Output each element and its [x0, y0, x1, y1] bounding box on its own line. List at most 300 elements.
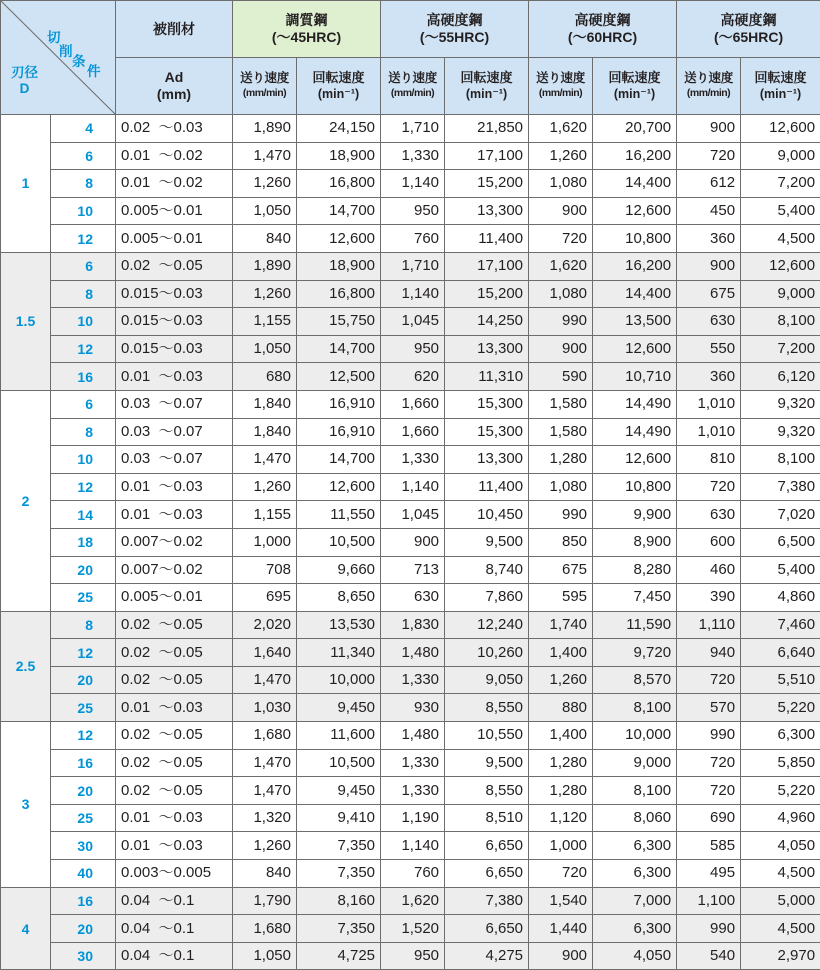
rot-value-cell: 10,000	[297, 666, 381, 694]
flute-length-cell: 30	[51, 832, 116, 860]
feed-value-cell: 1,080	[529, 473, 593, 501]
feed-value-cell: 900	[529, 335, 593, 363]
rot-value-cell: 12,600	[741, 252, 820, 280]
feed-value-cell: 1,120	[529, 804, 593, 832]
rot-value-cell: 9,000	[741, 280, 820, 308]
rot-value-cell: 7,200	[741, 170, 820, 198]
feed-value-cell: 1,840	[233, 390, 297, 418]
feed-header	[381, 58, 445, 115]
rot-unit: (min⁻¹)	[445, 86, 528, 102]
corner-label-char: 切	[47, 29, 61, 46]
rot-value-cell: 9,900	[593, 501, 677, 529]
ad-cell: 0.02 ～0.05	[116, 611, 233, 639]
rot-value-cell: 16,200	[593, 252, 677, 280]
feed-value-cell: 1,330	[381, 749, 445, 777]
table-row	[1, 170, 820, 198]
flute-length-cell: 12	[51, 335, 116, 363]
rot-value-cell: 14,700	[297, 446, 381, 474]
flute-length-cell: 20	[51, 915, 116, 943]
material-hardness: (～55HRC)	[381, 29, 528, 46]
feed-value-cell: 600	[677, 528, 741, 556]
rot-value-cell: 8,550	[445, 694, 529, 722]
rot-value-cell: 11,400	[445, 473, 529, 501]
rot-value-cell: 9,450	[297, 694, 381, 722]
table-row	[1, 942, 820, 970]
ad-cell: 0.015～0.03	[116, 308, 233, 336]
feed-value-cell: 990	[529, 308, 593, 336]
ad-label: Ad	[116, 69, 232, 86]
feed-value-cell: 590	[529, 363, 593, 391]
rot-value-cell: 5,400	[741, 556, 820, 584]
rot-unit: (min⁻¹)	[741, 86, 820, 102]
rot-value-cell: 4,050	[593, 942, 677, 970]
rot-value-cell: 8,060	[593, 804, 677, 832]
feed-value-cell: 720	[677, 666, 741, 694]
rot-value-cell: 9,450	[297, 777, 381, 805]
rot-value-cell: 10,450	[445, 501, 529, 529]
rot-value-cell: 7,380	[445, 887, 529, 915]
feed-value-cell: 900	[677, 115, 741, 143]
rot-value-cell: 7,860	[445, 584, 529, 612]
ad-cell: 0.01 ～0.02	[116, 170, 233, 198]
ad-cell: 0.04 ～0.1	[116, 942, 233, 970]
ad-cell: 0.01 ～0.03	[116, 804, 233, 832]
rot-value-cell: 12,600	[297, 225, 381, 253]
material-hardness: (～65HRC)	[677, 29, 820, 46]
flute-length-cell: 20	[51, 556, 116, 584]
feed-value-cell: 695	[233, 584, 297, 612]
feed-value-cell: 1,640	[233, 639, 297, 667]
feed-header	[233, 58, 297, 115]
table-row	[1, 804, 820, 832]
rot-value-cell: 13,300	[445, 197, 529, 225]
ad-cell: 0.005～0.01	[116, 197, 233, 225]
rot-value-cell: 8,100	[593, 694, 677, 722]
rot-value-cell: 24,150	[297, 115, 381, 143]
rot-value-cell: 9,000	[741, 142, 820, 170]
rot-label: 回転速度	[741, 70, 820, 86]
rot-value-cell: 14,490	[593, 390, 677, 418]
feed-value-cell: 675	[529, 556, 593, 584]
feed-value-cell: 720	[677, 142, 741, 170]
feed-value-cell: 1,280	[529, 777, 593, 805]
flute-length-cell: 8	[51, 170, 116, 198]
rot-value-cell: 11,600	[297, 722, 381, 750]
rot-value-cell: 11,400	[445, 225, 529, 253]
ad-cell: 0.02 ～0.03	[116, 115, 233, 143]
ad-cell: 0.03 ～0.07	[116, 446, 233, 474]
rot-value-cell: 20,700	[593, 115, 677, 143]
rot-value-cell: 4,500	[741, 860, 820, 888]
rot-value-cell: 10,500	[297, 528, 381, 556]
rot-value-cell: 4,275	[445, 942, 529, 970]
rot-value-cell: 9,660	[297, 556, 381, 584]
rot-value-cell: 10,800	[593, 225, 677, 253]
feed-value-cell: 990	[677, 722, 741, 750]
feed-value-cell: 850	[529, 528, 593, 556]
flute-length-cell: 40	[51, 860, 116, 888]
material-hardness: (～60HRC)	[529, 29, 676, 46]
rot-label: 回転速度	[445, 70, 528, 86]
rot-value-cell: 5,220	[741, 694, 820, 722]
ad-cell: 0.02 ～0.05	[116, 666, 233, 694]
feed-value-cell: 1,140	[381, 280, 445, 308]
rot-value-cell: 14,400	[593, 170, 677, 198]
rot-value-cell: 8,740	[445, 556, 529, 584]
rot-value-cell: 13,300	[445, 446, 529, 474]
flute-length-cell: 30	[51, 942, 116, 970]
flute-length-cell: 14	[51, 501, 116, 529]
rot-value-cell: 4,050	[741, 832, 820, 860]
rot-header	[741, 58, 820, 115]
feed-value-cell: 1,580	[529, 390, 593, 418]
rot-value-cell: 18,900	[297, 142, 381, 170]
table-row	[1, 584, 820, 612]
diameter-cell: 2	[1, 390, 51, 611]
rot-value-cell: 12,600	[593, 197, 677, 225]
feed-value-cell: 930	[381, 694, 445, 722]
feed-value-cell: 1,580	[529, 418, 593, 446]
ad-cell: 0.015～0.03	[116, 280, 233, 308]
rot-value-cell: 6,640	[741, 639, 820, 667]
rot-value-cell: 7,000	[593, 887, 677, 915]
rot-value-cell: 7,020	[741, 501, 820, 529]
rot-value-cell: 7,460	[741, 611, 820, 639]
ad-cell: 0.03 ～0.07	[116, 390, 233, 418]
rot-value-cell: 11,310	[445, 363, 529, 391]
rot-value-cell: 15,300	[445, 390, 529, 418]
feed-value-cell: 950	[381, 942, 445, 970]
rot-value-cell: 5,400	[741, 197, 820, 225]
material-hardness: (～45HRC)	[233, 29, 380, 46]
flute-length-cell: 12	[51, 473, 116, 501]
table-row	[1, 694, 820, 722]
flute-length-cell: 25	[51, 584, 116, 612]
rot-value-cell: 15,300	[445, 418, 529, 446]
ad-cell: 0.01 ～0.03	[116, 473, 233, 501]
corner-label-char: 条	[72, 53, 86, 70]
feed-value-cell: 1,840	[233, 418, 297, 446]
diameter-label-symbol: D	[11, 81, 38, 97]
rot-value-cell: 16,800	[297, 280, 381, 308]
rot-value-cell: 6,650	[445, 860, 529, 888]
table-row	[1, 446, 820, 474]
feed-value-cell: 1,260	[233, 473, 297, 501]
flute-length-cell: 18	[51, 528, 116, 556]
feed-value-cell: 630	[381, 584, 445, 612]
rot-value-cell: 10,500	[297, 749, 381, 777]
ad-cell: 0.02 ～0.05	[116, 722, 233, 750]
table-row	[1, 390, 820, 418]
feed-value-cell: 1,480	[381, 639, 445, 667]
feed-value-cell: 1,045	[381, 501, 445, 529]
feed-value-cell: 720	[677, 473, 741, 501]
rot-unit: (min⁻¹)	[593, 86, 676, 102]
rot-value-cell: 12,240	[445, 611, 529, 639]
feed-value-cell: 840	[233, 860, 297, 888]
ad-cell: 0.01 ～0.03	[116, 832, 233, 860]
material-label: 被削材	[116, 1, 233, 58]
feed-value-cell: 1,280	[529, 749, 593, 777]
rot-value-cell: 13,530	[297, 611, 381, 639]
ad-cell: 0.01 ～0.03	[116, 694, 233, 722]
feed-label: 送り速度	[677, 71, 740, 86]
feed-value-cell: 680	[233, 363, 297, 391]
rot-value-cell: 5,220	[741, 777, 820, 805]
rot-value-cell: 16,910	[297, 390, 381, 418]
rot-value-cell: 7,200	[741, 335, 820, 363]
feed-value-cell: 1,030	[233, 694, 297, 722]
rot-value-cell: 13,300	[445, 335, 529, 363]
table-row	[1, 528, 820, 556]
table-row	[1, 915, 820, 943]
material-name: 高硬度鋼	[381, 12, 528, 29]
rot-value-cell: 8,900	[593, 528, 677, 556]
rot-value-cell: 9,410	[297, 804, 381, 832]
feed-value-cell: 900	[381, 528, 445, 556]
rot-value-cell: 15,200	[445, 280, 529, 308]
rot-value-cell: 6,300	[593, 915, 677, 943]
feed-label: 送り速度	[381, 71, 444, 86]
ad-cell: 0.01 ～0.03	[116, 363, 233, 391]
rot-value-cell: 7,350	[297, 915, 381, 943]
feed-value-cell: 1,110	[677, 611, 741, 639]
feed-value-cell: 1,830	[381, 611, 445, 639]
flute-length-cell: 8	[51, 611, 116, 639]
ad-cell: 0.02 ～0.05	[116, 252, 233, 280]
rot-value-cell: 8,650	[297, 584, 381, 612]
feed-value-cell: 690	[677, 804, 741, 832]
feed-value-cell: 1,480	[381, 722, 445, 750]
feed-value-cell: 990	[677, 915, 741, 943]
rot-value-cell: 9,500	[445, 528, 529, 556]
diameter-cell: 1.5	[1, 252, 51, 390]
feed-value-cell: 550	[677, 335, 741, 363]
rot-value-cell: 11,550	[297, 501, 381, 529]
table-row	[1, 197, 820, 225]
table-row	[1, 777, 820, 805]
rot-value-cell: 8,100	[593, 777, 677, 805]
rot-value-cell: 10,260	[445, 639, 529, 667]
feed-value-cell: 612	[677, 170, 741, 198]
flute-length-cell: 10	[51, 446, 116, 474]
feed-value-cell: 1,260	[233, 170, 297, 198]
rot-value-cell: 9,320	[741, 390, 820, 418]
feed-header	[677, 58, 741, 115]
feed-value-cell: 720	[529, 860, 593, 888]
rot-value-cell: 8,570	[593, 666, 677, 694]
feed-value-cell: 990	[529, 501, 593, 529]
rot-value-cell: 12,600	[593, 446, 677, 474]
table-row	[1, 115, 820, 143]
feed-value-cell: 1,330	[381, 446, 445, 474]
feed-value-cell: 1,330	[381, 777, 445, 805]
table-row	[1, 501, 820, 529]
feed-value-cell: 1,470	[233, 666, 297, 694]
table-row	[1, 252, 820, 280]
ad-cell: 0.003～0.005	[116, 860, 233, 888]
table-row	[1, 749, 820, 777]
material-header-3	[677, 1, 820, 58]
rot-header	[297, 58, 381, 115]
ad-cell: 0.005～0.01	[116, 225, 233, 253]
feed-value-cell: 1,190	[381, 804, 445, 832]
feed-value-cell: 1,155	[233, 501, 297, 529]
rot-value-cell: 7,350	[297, 860, 381, 888]
ad-cell: 0.007～0.02	[116, 528, 233, 556]
rot-value-cell: 10,800	[593, 473, 677, 501]
material-name: 高硬度鋼	[677, 12, 820, 29]
rot-value-cell: 7,380	[741, 473, 820, 501]
feed-value-cell: 1,470	[233, 446, 297, 474]
feed-value-cell: 1,620	[381, 887, 445, 915]
table-row	[1, 363, 820, 391]
rot-value-cell: 12,600	[741, 115, 820, 143]
diameter-cell: 3	[1, 722, 51, 888]
rot-value-cell: 10,710	[593, 363, 677, 391]
flute-length-cell: 6	[51, 252, 116, 280]
rot-value-cell: 9,320	[741, 418, 820, 446]
feed-value-cell: 1,050	[233, 197, 297, 225]
feed-value-cell: 1,330	[381, 142, 445, 170]
feed-value-cell: 1,010	[677, 390, 741, 418]
feed-value-cell: 713	[381, 556, 445, 584]
feed-unit: (mm/min)	[381, 86, 444, 101]
feed-unit: (mm/min)	[677, 86, 740, 101]
feed-value-cell: 1,680	[233, 915, 297, 943]
rot-value-cell: 5,000	[741, 887, 820, 915]
material-name: 調質鋼	[233, 12, 380, 29]
corner-label-char: 件	[87, 63, 101, 80]
rot-value-cell: 9,050	[445, 666, 529, 694]
feed-value-cell: 540	[677, 942, 741, 970]
table-row	[1, 639, 820, 667]
flute-length-cell: 12	[51, 722, 116, 750]
feed-value-cell: 675	[677, 280, 741, 308]
feed-label: 送り速度	[233, 71, 296, 86]
rot-value-cell: 8,280	[593, 556, 677, 584]
rot-value-cell: 5,510	[741, 666, 820, 694]
feed-value-cell: 450	[677, 197, 741, 225]
table-row	[1, 335, 820, 363]
feed-value-cell: 1,010	[677, 418, 741, 446]
feed-value-cell: 460	[677, 556, 741, 584]
feed-value-cell: 1,740	[529, 611, 593, 639]
rot-value-cell: 4,960	[741, 804, 820, 832]
rot-value-cell: 8,100	[741, 446, 820, 474]
feed-value-cell: 950	[381, 197, 445, 225]
feed-value-cell: 1,470	[233, 749, 297, 777]
feed-unit: (mm/min)	[529, 86, 592, 101]
feed-value-cell: 1,080	[529, 280, 593, 308]
rot-value-cell: 17,100	[445, 252, 529, 280]
flute-length-cell: 8	[51, 280, 116, 308]
feed-value-cell: 810	[677, 446, 741, 474]
feed-value-cell: 1,620	[529, 115, 593, 143]
rot-value-cell: 6,120	[741, 363, 820, 391]
feed-value-cell: 840	[233, 225, 297, 253]
feed-value-cell: 620	[381, 363, 445, 391]
feed-value-cell: 1,470	[233, 777, 297, 805]
rot-unit: (min⁻¹)	[297, 86, 380, 102]
material-header-1	[381, 1, 529, 58]
table-row	[1, 611, 820, 639]
rot-header	[445, 58, 529, 115]
feed-value-cell: 630	[677, 308, 741, 336]
rot-value-cell: 15,200	[445, 170, 529, 198]
feed-header	[529, 58, 593, 115]
rot-value-cell: 15,750	[297, 308, 381, 336]
rot-value-cell: 10,000	[593, 722, 677, 750]
rot-value-cell: 11,340	[297, 639, 381, 667]
rot-value-cell: 7,450	[593, 584, 677, 612]
rot-value-cell: 21,850	[445, 115, 529, 143]
feed-value-cell: 720	[677, 749, 741, 777]
ad-unit: (mm)	[116, 86, 232, 103]
feed-value-cell: 1,050	[233, 335, 297, 363]
feed-value-cell: 1,790	[233, 887, 297, 915]
feed-value-cell: 900	[529, 197, 593, 225]
feed-value-cell: 1,000	[529, 832, 593, 860]
flute-length-cell: 4	[51, 115, 116, 143]
feed-value-cell: 1,540	[529, 887, 593, 915]
flute-length-cell: 25	[51, 694, 116, 722]
table-row	[1, 225, 820, 253]
ad-header	[116, 58, 233, 115]
rot-value-cell: 18,900	[297, 252, 381, 280]
rot-value-cell: 6,500	[741, 528, 820, 556]
rot-value-cell: 10,550	[445, 722, 529, 750]
feed-value-cell: 595	[529, 584, 593, 612]
corner-label-char: 削	[59, 43, 73, 60]
rot-value-cell: 16,910	[297, 418, 381, 446]
feed-value-cell: 1,710	[381, 252, 445, 280]
feed-value-cell: 1,470	[233, 142, 297, 170]
rot-value-cell: 14,400	[593, 280, 677, 308]
feed-value-cell: 1,400	[529, 722, 593, 750]
rot-value-cell: 14,700	[297, 335, 381, 363]
feed-value-cell: 708	[233, 556, 297, 584]
feed-value-cell: 1,260	[529, 142, 593, 170]
rot-value-cell: 8,160	[297, 887, 381, 915]
feed-value-cell: 1,330	[381, 666, 445, 694]
rot-label: 回転速度	[297, 70, 380, 86]
feed-value-cell: 1,155	[233, 308, 297, 336]
rot-value-cell: 4,500	[741, 225, 820, 253]
rot-value-cell: 4,725	[297, 942, 381, 970]
rot-label: 回転速度	[593, 70, 676, 86]
feed-value-cell: 880	[529, 694, 593, 722]
feed-value-cell: 760	[381, 860, 445, 888]
rot-value-cell: 12,600	[593, 335, 677, 363]
table-row	[1, 418, 820, 446]
feed-value-cell: 1,660	[381, 390, 445, 418]
feed-value-cell: 1,620	[529, 252, 593, 280]
ad-cell: 0.01 ～0.03	[116, 501, 233, 529]
feed-value-cell: 360	[677, 363, 741, 391]
feed-value-cell: 585	[677, 832, 741, 860]
diameter-axis-label	[11, 65, 38, 97]
flute-length-cell: 16	[51, 363, 116, 391]
feed-value-cell: 1,000	[233, 528, 297, 556]
material-name: 高硬度鋼	[529, 12, 676, 29]
flute-length-cell: 6	[51, 390, 116, 418]
feed-value-cell: 1,890	[233, 252, 297, 280]
feed-value-cell: 495	[677, 860, 741, 888]
rot-value-cell: 12,500	[297, 363, 381, 391]
ad-cell: 0.007～0.02	[116, 556, 233, 584]
feed-value-cell: 1,320	[233, 804, 297, 832]
